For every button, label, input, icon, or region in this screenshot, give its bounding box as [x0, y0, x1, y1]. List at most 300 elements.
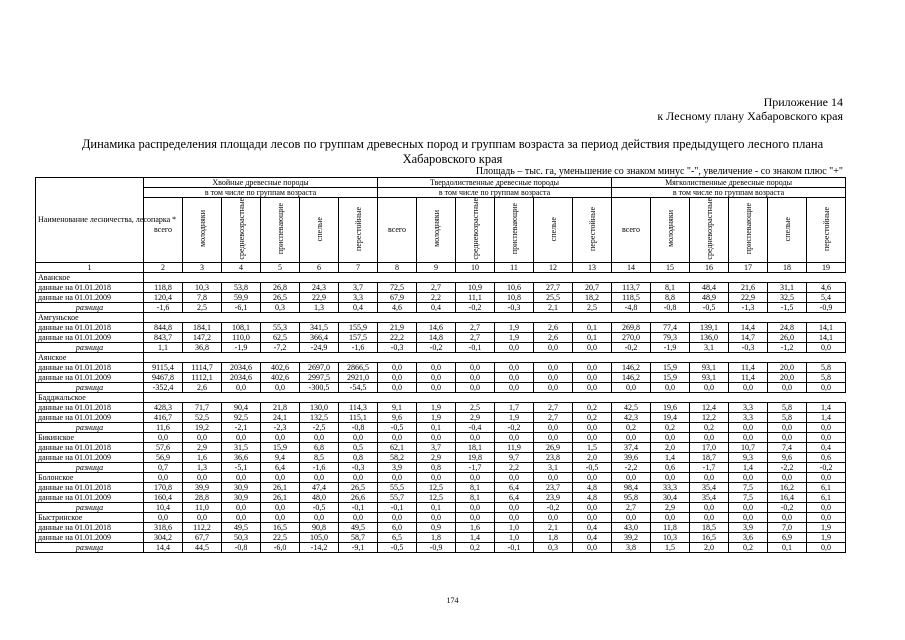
table-cell: 6,1: [807, 482, 846, 492]
table-cell: 120,4: [144, 292, 183, 302]
total-label: всего: [622, 225, 641, 235]
table-cell: -0,2: [534, 502, 573, 512]
table-cell: 0,0: [729, 512, 768, 522]
table-cell: 0,0: [768, 472, 807, 482]
table-cell: 0,0: [495, 372, 534, 382]
table-cell: 0,0: [573, 432, 612, 442]
table-cell: 0,0: [573, 542, 612, 552]
age-label: средневозрастные: [236, 198, 246, 260]
table-cell: 58,7: [339, 532, 378, 542]
age-label: приспевающие: [743, 203, 753, 255]
table-cell: 58,2: [378, 452, 417, 462]
table-cell: 16,5: [261, 522, 300, 532]
table-cell: 0,0: [183, 472, 222, 482]
table-row: [36, 362, 846, 372]
dynamics-table: [35, 177, 846, 553]
table-cell: 0,0: [573, 342, 612, 352]
table-cell: 31,1: [768, 282, 807, 292]
column-number: 4: [222, 262, 261, 272]
table-cell: 9,6: [378, 412, 417, 422]
difference-label: разница: [36, 542, 144, 552]
column-number: 10: [456, 262, 495, 272]
table-cell: 1,9: [807, 532, 846, 542]
table-cell: 157,5: [339, 332, 378, 342]
table-cell: 52,5: [183, 412, 222, 422]
header-row-subgroups: [36, 188, 846, 198]
table-cell: 14,1: [807, 332, 846, 342]
column-number: 1: [36, 262, 144, 272]
table-cell: 0,0: [729, 382, 768, 392]
table-cell: 0,0: [417, 362, 456, 372]
table-row: [36, 282, 846, 292]
table-cell: 8,1: [456, 492, 495, 502]
table-cell: 15,9: [261, 442, 300, 452]
date-label: данные на 01.01.2018: [36, 282, 144, 292]
table-cell: 0,0: [456, 502, 495, 512]
table-cell: 26,6: [339, 492, 378, 502]
table-cell: 3,3: [339, 292, 378, 302]
table-cell: 1,4: [729, 462, 768, 472]
table-cell: 32,5: [768, 292, 807, 302]
table-cell: -1,9: [222, 342, 261, 352]
table-cell: -352,4: [144, 382, 183, 392]
table-cell: 2,6: [534, 322, 573, 332]
forestry-name-row: [36, 312, 846, 322]
table-cell: 48,9: [690, 292, 729, 302]
table-cell: 16,2: [768, 482, 807, 492]
table-cell: 366,4: [300, 332, 339, 342]
forestry-name-row: [36, 272, 846, 282]
table-cell: 118,8: [144, 282, 183, 292]
table-cell: 0,1: [768, 542, 807, 552]
table-cell: 5,8: [807, 362, 846, 372]
table-cell: 9115,4: [144, 362, 183, 372]
table-cell: 0,0: [222, 472, 261, 482]
column-number: 19: [807, 262, 846, 272]
table-cell: 2,9: [651, 502, 690, 512]
date-label: данные на 01.01.2018: [36, 482, 144, 492]
table-cell: 0,1: [573, 332, 612, 342]
table-cell: -0,5: [300, 502, 339, 512]
table-cell: 0,0: [495, 382, 534, 392]
table-cell: 1,0: [495, 522, 534, 532]
table-row: [36, 532, 846, 542]
table-cell: 15,9: [651, 362, 690, 372]
table-cell: 48,4: [690, 282, 729, 292]
table-cell: 0,0: [807, 342, 846, 352]
column-number: 11: [495, 262, 534, 272]
header-row-ages: [36, 198, 846, 263]
table-cell: 0,6: [807, 452, 846, 462]
table-cell: 14,4: [729, 322, 768, 332]
table-cell: 35,4: [690, 482, 729, 492]
table-cell: -0,2: [768, 502, 807, 512]
table-cell: 1,9: [417, 402, 456, 412]
table-cell: 67,7: [183, 532, 222, 542]
forestry-name: Аванское: [36, 272, 144, 282]
table-cell: 6,4: [495, 492, 534, 502]
table-cell: 79,3: [651, 332, 690, 342]
table-cell: 2921,0: [339, 372, 378, 382]
forestry-name-row: [36, 472, 846, 482]
table-cell: 3,1: [534, 462, 573, 472]
table-cell: 2866,5: [339, 362, 378, 372]
table-cell: 0,0: [573, 362, 612, 372]
column-number: 12: [534, 262, 573, 272]
table-cell: -1,2: [768, 342, 807, 352]
table-cell: 0,0: [378, 432, 417, 442]
table-row: [36, 442, 846, 452]
column-number: 9: [417, 262, 456, 272]
table-cell: 0,0: [495, 512, 534, 522]
table-cell: 0,0: [690, 512, 729, 522]
table-cell: 4,8: [573, 492, 612, 502]
table-cell: 0,0: [690, 382, 729, 392]
table-cell: 7,5: [729, 482, 768, 492]
table-cell: 0,0: [300, 512, 339, 522]
table-cell: 0,0: [807, 422, 846, 432]
table-cell: -1,5: [768, 302, 807, 312]
date-label: данные на 01.01.2009: [36, 452, 144, 462]
difference-label: разница: [36, 502, 144, 512]
table-cell: 0,8: [339, 452, 378, 462]
table-cell: 0,0: [495, 472, 534, 482]
table-cell: 1,9: [495, 412, 534, 422]
table-cell: 0,0: [300, 472, 339, 482]
table-cell: 10,4: [144, 502, 183, 512]
table-cell: 0,0: [495, 502, 534, 512]
table-cell: 2,9: [183, 442, 222, 452]
table-cell: 136,0: [690, 332, 729, 342]
table-cell: 0,0: [534, 422, 573, 432]
table-cell: 2034,6: [222, 362, 261, 372]
column-number: 6: [300, 262, 339, 272]
table-cell: 0,0: [339, 432, 378, 442]
table-cell: 155,9: [339, 322, 378, 332]
table-cell: 26,1: [261, 492, 300, 502]
forestry-name: Бикинское: [36, 432, 144, 442]
date-label: данные на 01.01.2018: [36, 522, 144, 532]
table-cell: 12,4: [690, 402, 729, 412]
table-cell: 0,0: [534, 472, 573, 482]
table-cell: 7,8: [183, 292, 222, 302]
age-column-header: [729, 198, 768, 263]
table-cell: 16,5: [690, 532, 729, 542]
table-cell: 10,6: [495, 282, 534, 292]
table-cell: -14,2: [300, 542, 339, 552]
table-cell: 43,0: [612, 522, 651, 532]
table-cell: 6,4: [495, 482, 534, 492]
table-cell: 147,2: [183, 332, 222, 342]
table-cell: 56,9: [144, 452, 183, 462]
table-cell: 0,7: [144, 462, 183, 472]
table-cell: 39,9: [183, 482, 222, 492]
table-cell: 0,0: [651, 472, 690, 482]
table-cell: 77,4: [651, 322, 690, 332]
age-label: молодняки: [197, 210, 207, 248]
table-cell: 0,0: [729, 502, 768, 512]
table-cell: 6,0: [378, 522, 417, 532]
table-cell: 27,7: [534, 282, 573, 292]
table-cell: 0,0: [690, 472, 729, 482]
table-cell: 19,8: [456, 452, 495, 462]
difference-label: разница: [36, 342, 144, 352]
table-cell: 24,3: [300, 282, 339, 292]
forestry-name-row: [36, 432, 846, 442]
table-cell: 0,0: [768, 382, 807, 392]
difference-label: разница: [36, 302, 144, 312]
table-cell: 47,4: [300, 482, 339, 492]
table-cell: -0,1: [378, 502, 417, 512]
table-cell: 0,0: [573, 382, 612, 392]
table-cell: 0,0: [729, 472, 768, 482]
table-cell: 3,1: [690, 342, 729, 352]
age-column-header: [534, 198, 573, 263]
table-cell: 0,0: [261, 502, 300, 512]
table-cell: -0,8: [222, 542, 261, 552]
table-cell: 1112,1: [183, 372, 222, 382]
table-row: [36, 412, 846, 422]
table-cell: 21,8: [261, 402, 300, 412]
table-cell: -7,2: [261, 342, 300, 352]
table-cell: 19,4: [651, 412, 690, 422]
table-cell: 0,0: [456, 472, 495, 482]
forestry-name: Амгуньское: [36, 312, 144, 322]
table-cell: 90,4: [222, 402, 261, 412]
table-cell: 3,7: [339, 282, 378, 292]
table-cell: 0,1: [573, 322, 612, 332]
table-cell: 20,0: [768, 362, 807, 372]
table-cell: -0,2: [612, 342, 651, 352]
table-cell: 160,4: [144, 492, 183, 502]
table-cell: 2034,6: [222, 372, 261, 382]
table-cell: -0,1: [456, 342, 495, 352]
table-cell: 19,6: [651, 402, 690, 412]
table-cell: 110,0: [222, 332, 261, 342]
table-cell: 0,0: [807, 502, 846, 512]
table-cell: 2,1: [534, 302, 573, 312]
forestry-name-row: [36, 392, 846, 402]
column-number: 8: [378, 262, 417, 272]
table-cell: 22,9: [729, 292, 768, 302]
table-cell: 2,0: [690, 542, 729, 552]
table-cell: 1,3: [300, 302, 339, 312]
table-row: [36, 302, 846, 312]
table-cell: 6,9: [768, 532, 807, 542]
age-column-header: [222, 198, 261, 263]
table-cell: 2,0: [573, 452, 612, 462]
table-cell: 31,5: [222, 442, 261, 452]
table-cell: 1,4: [807, 412, 846, 422]
table-cell: 2,1: [534, 522, 573, 532]
table-cell: -1,7: [690, 462, 729, 472]
table-cell: 3,9: [378, 462, 417, 472]
table-cell: 844,8: [144, 322, 183, 332]
table-cell: 0,0: [417, 512, 456, 522]
table-cell: 146,2: [612, 372, 651, 382]
table-cell: 2,2: [495, 462, 534, 472]
table-cell: 95,8: [612, 492, 651, 502]
table-cell: 3,6: [729, 532, 768, 542]
table-cell: 10,8: [495, 292, 534, 302]
table-cell: 1,4: [651, 452, 690, 462]
table-cell: 0,0: [807, 542, 846, 552]
forestry-name-row: [36, 352, 846, 362]
table-cell: 0,0: [144, 512, 183, 522]
table-cell: 0,0: [651, 512, 690, 522]
table-cell: 0,4: [339, 302, 378, 312]
total-label: всего: [387, 225, 406, 235]
table-cell: -2,5: [300, 422, 339, 432]
table-cell: 93,1: [690, 372, 729, 382]
table-cell: 11,0: [183, 502, 222, 512]
table-row: [36, 292, 846, 302]
forestry-name: Аянское: [36, 352, 144, 362]
table-cell: 0,8: [417, 462, 456, 472]
table-cell: 11,4: [729, 362, 768, 372]
title-line-2: Хабаровского края: [402, 152, 503, 166]
table-cell: 113,7: [612, 282, 651, 292]
table-cell: 30,4: [651, 492, 690, 502]
table-cell: 93,1: [690, 362, 729, 372]
table-cell: 42,3: [612, 412, 651, 422]
table-cell: -1,6: [144, 302, 183, 312]
table-cell: 1,4: [807, 402, 846, 412]
table-cell: 0,0: [339, 512, 378, 522]
table-cell: 2,7: [417, 282, 456, 292]
table-cell: 12,2: [690, 412, 729, 422]
table-cell: 3,8: [612, 542, 651, 552]
table-cell: 2,7: [534, 412, 573, 422]
table-cell: 0,0: [261, 382, 300, 392]
title-line-1: Динамика распределения площади лесов по группам древесных пород и группам возраста за период действия предыдущего лесного плана: [81, 137, 824, 151]
table-cell: 36,8: [183, 342, 222, 352]
table-cell: 30,9: [222, 482, 261, 492]
table-cell: 36,6: [222, 452, 261, 462]
age-label: спелые: [782, 216, 792, 241]
table-cell: 50,3: [222, 532, 261, 542]
table-cell: 0,1: [417, 502, 456, 512]
table-cell: 0,0: [456, 382, 495, 392]
table-cell: 0,2: [729, 542, 768, 552]
table-cell: -4,8: [612, 302, 651, 312]
table-cell: 0,3: [261, 302, 300, 312]
table-cell: 0,0: [222, 512, 261, 522]
table-cell: 23,8: [534, 452, 573, 462]
table-cell: 115,1: [339, 412, 378, 422]
table-cell: 402,6: [261, 372, 300, 382]
table-cell: 428,3: [144, 402, 183, 412]
age-label: приспевающие: [275, 203, 285, 255]
table-cell: 72,5: [378, 282, 417, 292]
table-cell: -1,6: [339, 342, 378, 352]
table-cell: 0,0: [222, 502, 261, 512]
table-cell: 71,7: [183, 402, 222, 412]
table-cell: 10,3: [183, 282, 222, 292]
subgroup-header: в том числе по группам возраста: [144, 188, 378, 198]
table-cell: 0,2: [690, 422, 729, 432]
table-cell: -0,5: [378, 542, 417, 552]
table-cell: -0,1: [339, 502, 378, 512]
table-cell: 9,4: [261, 452, 300, 462]
table-cell: 3,9: [729, 522, 768, 532]
table-cell: -1,7: [456, 462, 495, 472]
table-cell: -2,1: [222, 422, 261, 432]
table-cell: 18,1: [456, 442, 495, 452]
table-cell: 0,0: [651, 382, 690, 392]
empty-span: [144, 352, 846, 362]
table-cell: 9,7: [495, 452, 534, 462]
table-cell: 26,0: [768, 332, 807, 342]
forestry-name: Бадджальское: [36, 392, 144, 402]
table-cell: 26,9: [534, 442, 573, 452]
header-row-groups: [36, 178, 846, 188]
table-cell: 6,1: [807, 492, 846, 502]
table-cell: 9467,8: [144, 372, 183, 382]
table-cell: 0,0: [456, 432, 495, 442]
table-cell: 8,1: [456, 482, 495, 492]
table-row: [36, 522, 846, 532]
table-cell: -0,2: [495, 422, 534, 432]
table-cell: 18,2: [573, 292, 612, 302]
table-cell: 0,0: [690, 502, 729, 512]
table-cell: 843,7: [144, 332, 183, 342]
table-cell: -0,8: [651, 302, 690, 312]
table-cell: 8,1: [651, 282, 690, 292]
table-cell: 55,7: [378, 492, 417, 502]
table-cell: 10,9: [456, 282, 495, 292]
table-cell: 0,0: [378, 382, 417, 392]
date-label: данные на 01.01.2018: [36, 322, 144, 332]
date-label: данные на 01.01.2009: [36, 292, 144, 302]
table-cell: 23,7: [534, 482, 573, 492]
table-cell: 2697,0: [300, 362, 339, 372]
table-cell: 0,0: [534, 432, 573, 442]
table-cell: 0,0: [612, 432, 651, 442]
table-cell: 0,4: [573, 532, 612, 542]
table-cell: 0,0: [534, 362, 573, 372]
table-cell: 0,0: [534, 372, 573, 382]
table-cell: 108,1: [222, 322, 261, 332]
table-cell: 14,8: [417, 332, 456, 342]
table-cell: 0,0: [144, 472, 183, 482]
table-cell: 0,5: [339, 442, 378, 452]
table-cell: 0,1: [417, 422, 456, 432]
table-cell: 0,2: [612, 422, 651, 432]
column-number: 17: [729, 262, 768, 272]
table-cell: 1,6: [183, 452, 222, 462]
table-cell: 67,9: [378, 292, 417, 302]
table-cell: 20,7: [573, 282, 612, 292]
table-cell: 0,2: [651, 422, 690, 432]
table-row: [36, 372, 846, 382]
table-cell: 416,7: [144, 412, 183, 422]
table-cell: 0,0: [495, 362, 534, 372]
table-cell: 8,5: [300, 452, 339, 462]
table-cell: 0,0: [807, 382, 846, 392]
table-cell: -2,3: [261, 422, 300, 432]
table-cell: 0,0: [261, 432, 300, 442]
table-cell: 139,1: [690, 322, 729, 332]
table-cell: 318,6: [144, 522, 183, 532]
table-cell: 1,9: [495, 332, 534, 342]
table-cell: 0,0: [768, 432, 807, 442]
table-cell: 2,7: [534, 402, 573, 412]
column-number: 2: [144, 262, 183, 272]
date-label: данные на 01.01.2009: [36, 332, 144, 342]
table-cell: 1,6: [456, 522, 495, 532]
table-cell: 0,0: [807, 432, 846, 442]
